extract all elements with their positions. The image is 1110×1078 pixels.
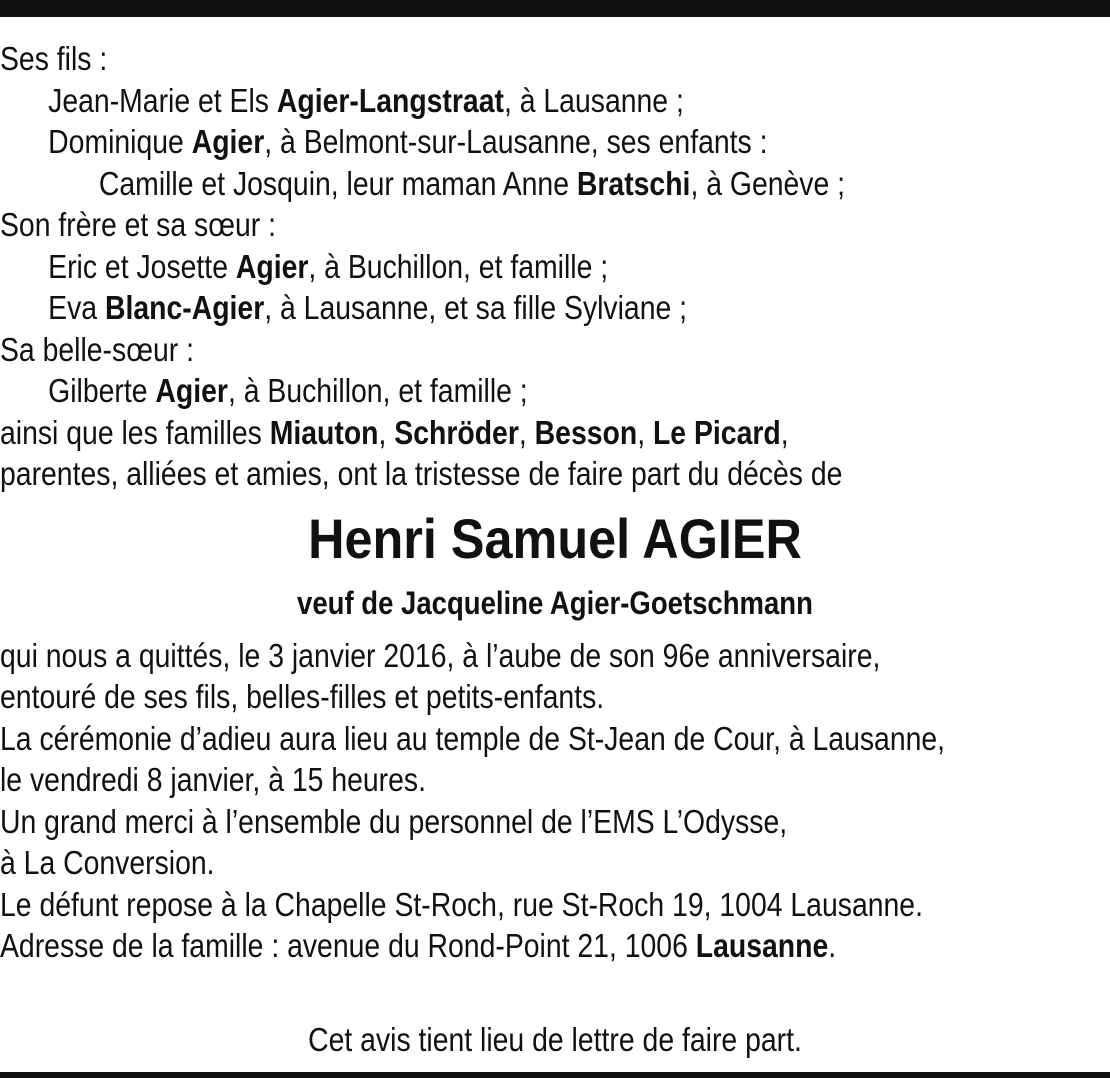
widower-of-line: veuf de Jacqueline Agier-Goetschmann <box>297 584 813 621</box>
families-line: ainsi que les familles Miauton, Schröder, Besson, Le Picard, <box>0 413 789 451</box>
sister-in-law-name: Agier <box>155 372 228 409</box>
sister-in-law-line: Gilberte Agier, à Buchillon, et famille ; <box>48 372 528 409</box>
son-2-name: Agier <box>191 123 265 160</box>
siblings-heading: Son frère et sa sœur : <box>0 206 277 243</box>
top-rule <box>0 0 1110 17</box>
thanks-line-1: Un grand merci à l’ensemble du personnel de l’EMS L’Odysse, <box>0 802 788 840</box>
sister-in-law-heading: Sa belle-sœur : <box>0 330 194 368</box>
family-name-1: Miauton <box>269 413 379 451</box>
son-2-line: Dominique Agier, à Belmont-sur-Lausanne, ses enfants : <box>48 123 768 160</box>
family-name-4: Le Picard <box>652 413 781 451</box>
sister-line: Eva Blanc-Agier, à Lausanne, et sa fille Sylviane ; <box>48 289 688 326</box>
son-1-name: Agier-Langstraat <box>276 81 504 119</box>
details-line-1: qui nous a quittés, le 3 janvier 2016, à l’aube de son 96e anniversaire, <box>0 636 881 674</box>
footer-note: Cet avis tient lieu de lettre de faire part. <box>308 1021 802 1058</box>
bottom-rule <box>0 1072 1110 1078</box>
repose-line: Le défunt repose à la Chapelle St-Roch, rue St-Roch 19, 1004 Lausanne. <box>0 885 923 923</box>
son-1-line: Jean-Marie et Els Agier-Langstraat, à Lausanne ; <box>48 81 684 119</box>
brother-name: Agier <box>235 247 309 285</box>
brother-line: Eric et Josette Agier, à Buchillon, et famille ; <box>48 247 609 285</box>
grandchildren-mother-name: Bratschi <box>576 164 691 202</box>
family-address-line: Adresse de la famille : avenue du Rond-Point 21, 1006 Lausanne. <box>0 927 837 964</box>
obituary-notice <box>0 38 1110 967</box>
ceremony-line-2: le vendredi 8 janvier, à 15 heures. <box>0 761 426 798</box>
ceremony-line-1: La cérémonie d’adieu aura lieu au temple de St-Jean de Cour, à Lausanne, <box>0 719 946 757</box>
grandchildren-line: Camille et Josquin, leur maman Anne Bratschi, à Genève ; <box>98 164 846 202</box>
sister-name: Blanc-Agier <box>104 289 265 326</box>
announcement-line: parentes, alliées et amies, ont la tristesse de faire part du décès de <box>0 455 843 492</box>
family-name-2: Schröder <box>394 413 519 451</box>
thanks-line-2: à La Conversion. <box>0 844 215 881</box>
family-name-3: Besson <box>534 413 638 451</box>
details-line-2: entouré de ses fils, belles-filles et petits-enfants. <box>0 678 605 715</box>
sons-heading: Ses fils : <box>0 40 108 77</box>
address-city: Lausanne <box>695 927 829 964</box>
deceased-name: Henri Samuel AGIER <box>308 506 802 570</box>
